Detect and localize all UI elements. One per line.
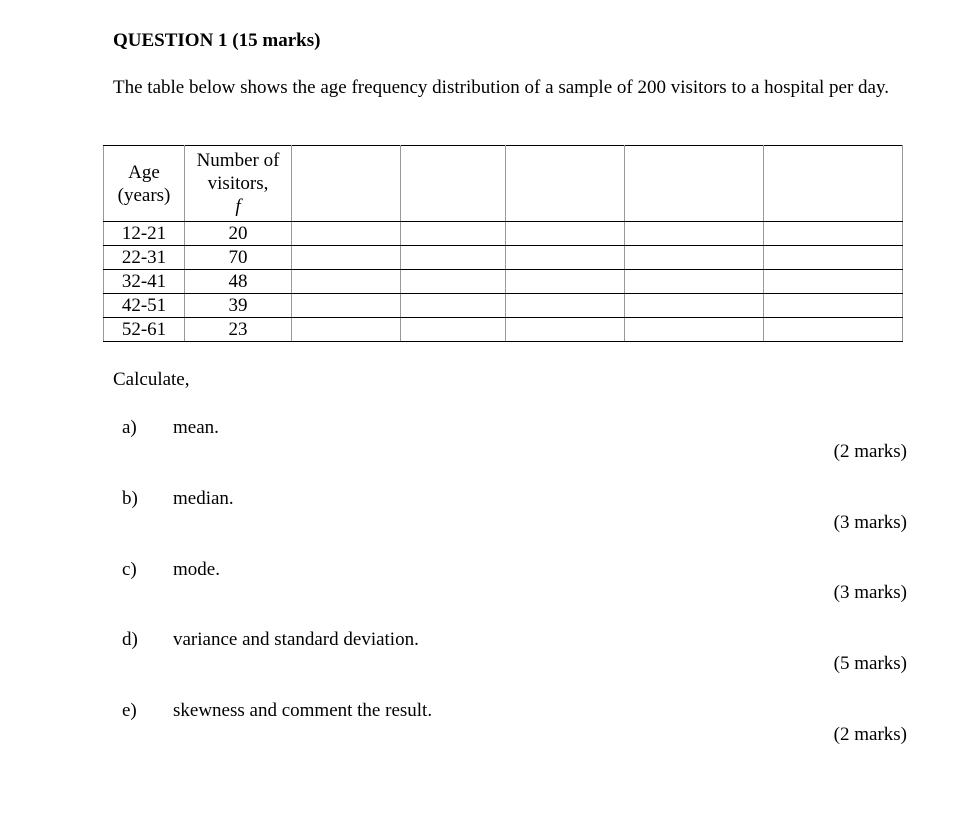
- question-marks: (3 marks): [833, 582, 907, 603]
- header-f-symbol: f: [235, 196, 241, 217]
- age-cell: 52-61: [104, 318, 185, 342]
- age-cell: 22-31: [104, 246, 185, 270]
- age-cell: 32-41: [104, 270, 185, 294]
- header-frequency: [185, 146, 292, 222]
- table-row: [104, 294, 903, 318]
- question-text: mode.: [173, 559, 220, 580]
- blank-cell: [401, 146, 506, 222]
- question-label: b): [122, 488, 138, 509]
- table-row: [104, 270, 903, 294]
- frequency-table: [103, 145, 903, 342]
- question-text: skewness and comment the result.: [173, 700, 433, 721]
- question-marks: (2 marks): [833, 441, 907, 462]
- question-label: a): [122, 417, 137, 438]
- question-title: QUESTION 1 (15 marks): [113, 30, 321, 51]
- table-row: [104, 246, 903, 270]
- freq-cell: 70: [185, 246, 292, 270]
- table-header-row: [104, 146, 903, 222]
- intro-paragraph: The table below shows the age frequency distribution of a sample of 200 visitors to a hospital per day.: [113, 77, 889, 98]
- age-cell: 42-51: [104, 294, 185, 318]
- blank-cell: [764, 146, 903, 222]
- question-label: d): [122, 629, 138, 650]
- blank-cell: [292, 146, 401, 222]
- header-frequency-label: Number of visitors,: [196, 150, 280, 194]
- age-cell: 12-21: [104, 222, 185, 246]
- table-row: [104, 222, 903, 246]
- blank-cell: [506, 146, 625, 222]
- calculate-label: Calculate,: [113, 369, 190, 390]
- question-marks: (2 marks): [833, 724, 907, 745]
- freq-cell: 20: [185, 222, 292, 246]
- question-label: e): [122, 700, 137, 721]
- freq-cell: 39: [185, 294, 292, 318]
- question-text: mean.: [173, 417, 219, 438]
- freq-cell: 48: [185, 270, 292, 294]
- question-marks: (3 marks): [833, 512, 907, 533]
- question-marks: (5 marks): [833, 653, 907, 674]
- question-label: c): [122, 559, 137, 580]
- question-text: median.: [173, 488, 234, 509]
- question-text: variance and standard deviation.: [173, 629, 419, 650]
- header-age: Age (years): [104, 146, 185, 222]
- blank-cell: [625, 146, 764, 222]
- freq-cell: 23: [185, 318, 292, 342]
- table-row: [104, 318, 903, 342]
